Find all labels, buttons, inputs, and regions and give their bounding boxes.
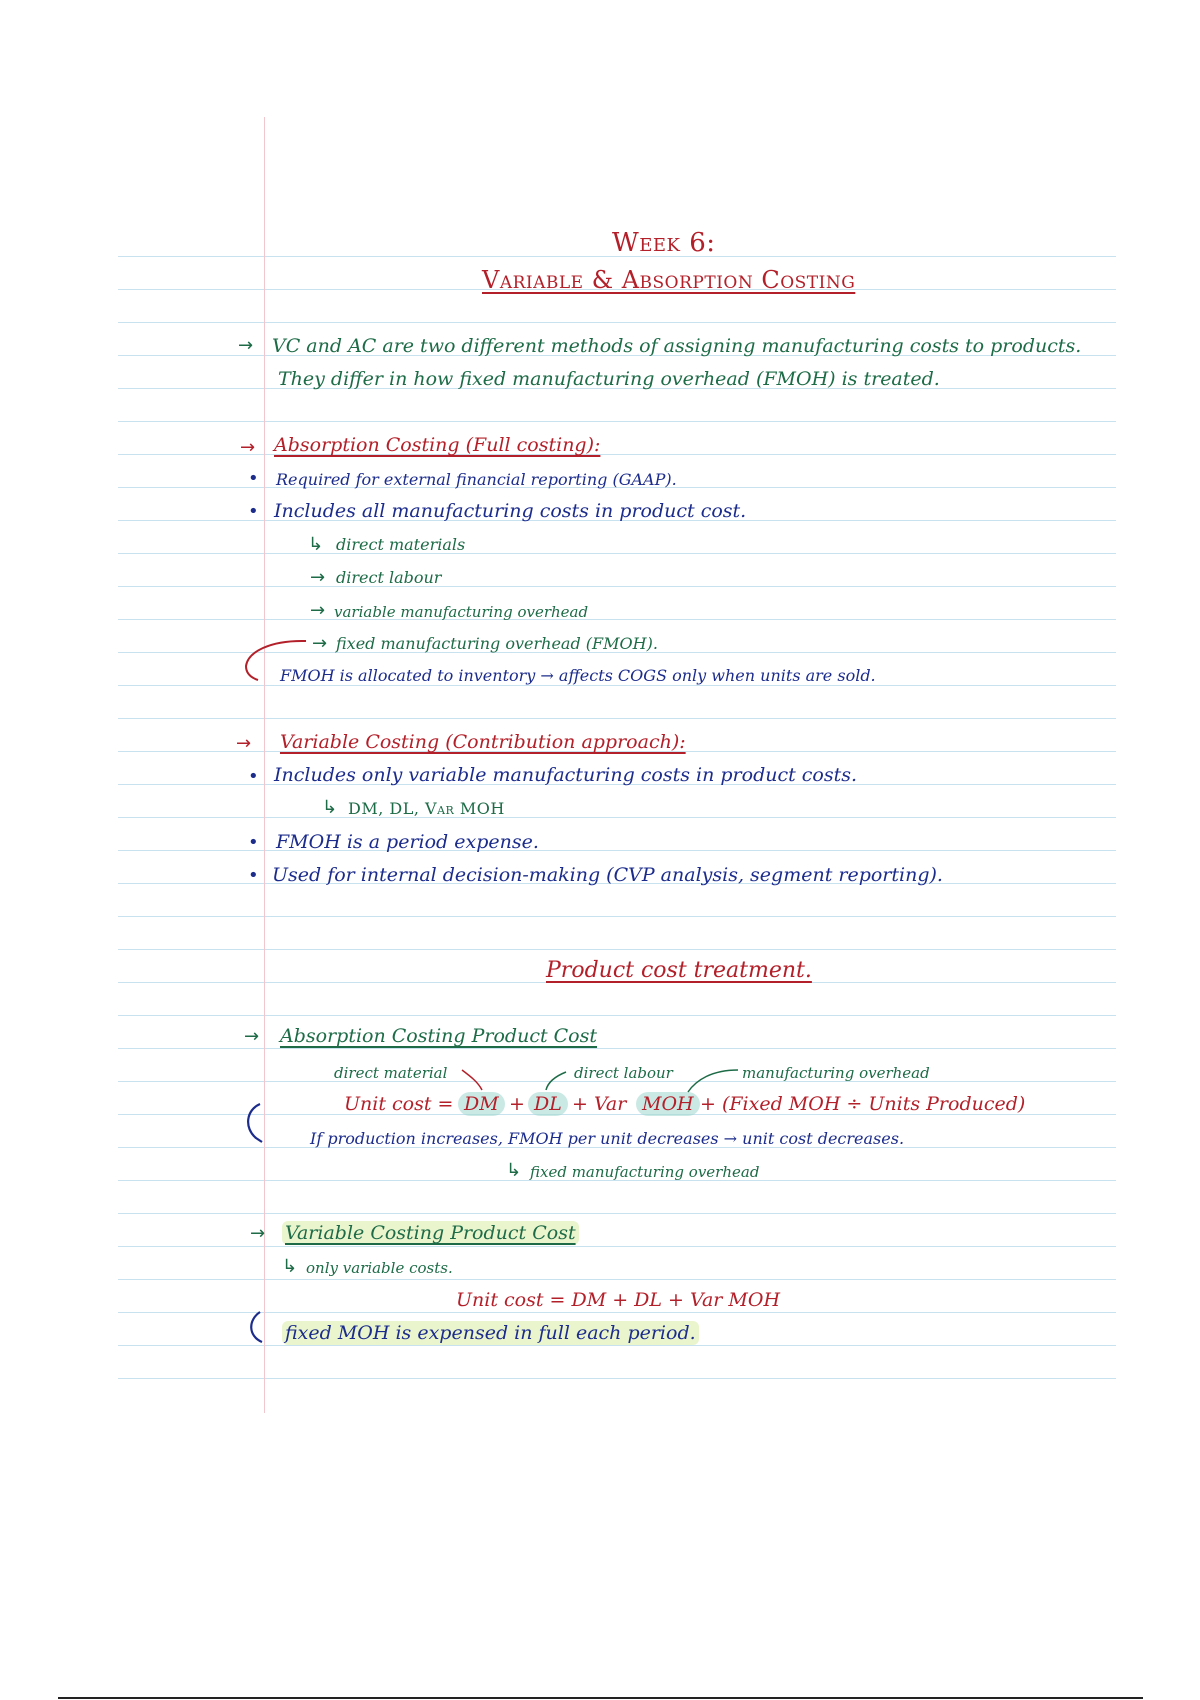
ac-formula-var: + Var <box>572 1093 627 1115</box>
arrow-icon: → <box>310 567 326 588</box>
intro-line-1: VC and AC are two different methods of assigning manufacturing costs to products. <box>272 335 1082 357</box>
pointer-line-icon <box>688 1070 738 1092</box>
absorption-bullet-2: Includes all manufacturing costs in product cost. <box>274 500 747 522</box>
ac-formula-moh: MOH <box>636 1092 700 1116</box>
variable-sub-1: DM, DL, Var MOH <box>348 799 505 818</box>
label-manufacturing-overhead: manufacturing overhead <box>742 1064 930 1082</box>
hook-arrow-icon: ↳ <box>506 1160 522 1181</box>
absorption-note: FMOH is allocated to inventory → affects COGS only when units are sold. <box>280 666 876 685</box>
bullet-icon: • <box>248 501 259 522</box>
intro-line-2: They differ in how fixed manufacturing overhead (FMOH) is treated. <box>278 368 940 390</box>
absorption-sub-3: variable manufacturing overhead <box>334 603 589 621</box>
ac-formula-dl: DL <box>528 1092 568 1116</box>
treatment-heading: Product cost treatment. <box>546 958 812 983</box>
vc-product-heading: Variable Costing Product Cost <box>282 1221 579 1245</box>
absorption-sub-1: direct materials <box>336 535 466 554</box>
hook-arrow-icon: ↳ <box>308 534 324 555</box>
pointer-line-icon <box>546 1072 566 1090</box>
vc-formula: Unit cost = DM + DL + Var MOH <box>456 1289 781 1311</box>
title-topic: Variable & Absorption Costing <box>482 266 856 294</box>
absorption-sub-2: direct labour <box>336 568 442 587</box>
bullet-icon: • <box>248 832 259 853</box>
bullet-icon: • <box>248 865 259 886</box>
variable-bullet-3: Used for internal decision-making (CVP analysis, segment reporting). <box>272 864 943 886</box>
variable-heading: Variable Costing (Contribution approach): <box>280 731 686 753</box>
hook-arrow-icon: ↳ <box>322 797 338 818</box>
arrow-icon: → <box>238 335 254 356</box>
curved-arrow-icon <box>251 1312 262 1342</box>
curved-arrow-icon <box>246 641 306 680</box>
hook-arrow-icon: ↳ <box>282 1256 298 1277</box>
title-week: Week 6: <box>612 228 716 258</box>
arrow-icon: → <box>244 1026 260 1047</box>
pointer-line-icon <box>462 1070 482 1090</box>
arrow-icon: → <box>250 1223 266 1244</box>
arrow-icon: → <box>312 633 328 654</box>
arrow-icon: → <box>310 600 326 621</box>
ac-formula-prefix: Unit cost = <box>344 1093 454 1115</box>
ac-product-heading: Absorption Costing Product Cost <box>280 1025 598 1047</box>
ac-product-note-sub: fixed manufacturing overhead <box>530 1163 760 1181</box>
arrow-icon: → <box>236 733 252 754</box>
variable-bullet-2: FMOH is a period expense. <box>276 831 539 853</box>
curved-arrow-icon <box>248 1104 262 1142</box>
absorption-sub-4: fixed manufacturing overhead (FMOH). <box>336 634 658 653</box>
vc-product-note: fixed MOH is expensed in full each period. <box>282 1321 699 1345</box>
ac-product-note: If production increases, FMOH per unit decreases → unit cost decreases. <box>310 1129 905 1148</box>
arrow-icon: → <box>240 437 256 458</box>
vc-product-sub: only variable costs. <box>306 1259 453 1277</box>
ac-formula-suffix: + (Fixed MOH ÷ Units Produced) <box>700 1093 1026 1115</box>
label-direct-material: direct material <box>334 1064 448 1082</box>
ac-formula-plus: + <box>509 1093 525 1115</box>
label-direct-labour: direct labour <box>574 1064 673 1082</box>
bullet-icon: • <box>248 766 259 787</box>
bullet-icon: • <box>248 468 259 489</box>
absorption-heading: Absorption Costing (Full costing): <box>274 434 601 456</box>
ac-formula-dm: DM <box>458 1092 505 1116</box>
absorption-bullet-1: Required for external financial reporting (GAAP). <box>276 470 677 489</box>
variable-bullet-1: Includes only variable manufacturing costs in product costs. <box>274 764 858 786</box>
